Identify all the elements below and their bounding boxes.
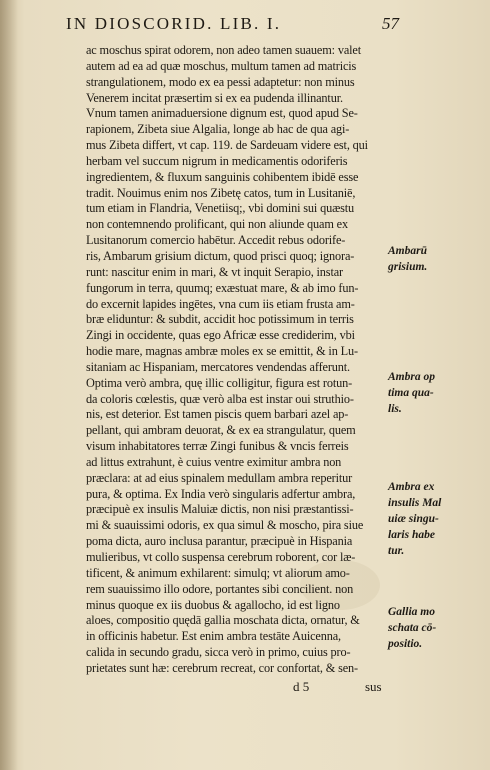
text-line: ris, Ambarum grisium dictum, quod prisci quoq; ignora- xyxy=(86,248,355,263)
text-line: strangulationem, modo ex ea pessi adaptetur: non minus xyxy=(86,74,355,89)
text-line: pura, & optima. Ex India verò singularis adfertur ambra, xyxy=(86,486,356,501)
text-line: herbam vel succum nigrum in medicamentis odoriferis xyxy=(86,153,348,168)
margin-note-gallia-moschata xyxy=(388,604,460,652)
signature-mark: d 5 xyxy=(293,679,310,694)
text-line: da coloris cœlestis, quæ verò alba est instar oui struthio- xyxy=(86,391,354,406)
margin-note-line: insulis Mal xyxy=(388,497,442,509)
running-head: IN DIOSCORID. LIB. I. xyxy=(66,14,282,33)
margin-note-line: lis. xyxy=(388,403,402,415)
text-line: rapionem, Zibeta siue Algalia, longe ab hac de qua agi- xyxy=(86,122,350,137)
catchword: sus xyxy=(365,679,382,694)
text-line: Venerem incitat præsertim si ex ea pudenda illinantur. xyxy=(86,90,343,105)
margin-note-line: tur. xyxy=(388,545,405,557)
margin-note-line: Gallia mo xyxy=(388,606,435,618)
text-line: sitaniam ac Hispaniam, mercatores vendendas afferunt. xyxy=(86,359,350,374)
text-line: Vnum tamen animaduersione dignum est, quod apud Se- xyxy=(86,106,358,121)
text-line: fungorum in terra, quumq; exæstuat mare, & ab imo fun- xyxy=(86,280,359,295)
margin-note-line: Ambra op xyxy=(388,371,435,383)
margin-note-line: schata cō- xyxy=(388,622,437,634)
text-line: nis, est deterior. Est tamen piscis quem barbari azel ap- xyxy=(86,407,349,422)
margin-note-line: positio. xyxy=(388,638,423,650)
text-line: calida in secundo gradu, sicca verò in primo, cuius pro- xyxy=(86,645,351,660)
text-line: tum etiam in Flandria, Venetiisq;, vbi domini sui quæstu xyxy=(86,201,355,216)
text-line: mus Zibeta differt, vt cap. 119. de Sardeuam videre est, qui xyxy=(86,138,368,153)
text-line: autem ad ea ad quæ moschus, multum tamen ad matricis xyxy=(86,58,357,73)
text-line: præcipuè ex insulis Maluiæ dictis, non nisi præstantissi- xyxy=(86,502,354,517)
margin-note-line: tima qua- xyxy=(388,387,434,399)
text-line: ad littus extrahunt, è cuius ventre eximitur ambra non xyxy=(86,454,342,469)
text-line: mulieribus, vt collo suspensa cerebrum roborent, cor læ- xyxy=(86,550,356,564)
text-line: do excernit lapides ingētes, vna cum iis etiam frusta am- xyxy=(86,296,355,311)
text-line: Lusitanorum comercio habētur. Accedit rebus odorife- xyxy=(86,233,346,248)
text-line: runt: nascitur enim in mari, & vt inquit Serapio, instar xyxy=(86,264,343,279)
text-line: hodie mare, magnas ambræ moles ex se emittit, & in Lu- xyxy=(86,344,358,359)
margin-note-line: Ambarū xyxy=(388,245,427,257)
text-line: ingredientem, & fluxum sanguinis cohibentem ibidē esse xyxy=(86,169,359,184)
text-line: tradit. Nouimus enim nos Zibetę catos, tum in Lusitaniē, xyxy=(86,185,356,200)
margin-note-line: uiæ singu- xyxy=(388,513,439,525)
margin-note-ambra-insulis xyxy=(388,479,460,559)
text-line: in officinis habetur. Est enim ambra testāte Auicenna, xyxy=(86,629,341,644)
text-line: aloes, compositio quędā gallia moschata dicta, ornatur, & xyxy=(86,613,360,628)
margin-note-line: Ambra ex xyxy=(388,481,435,493)
gutter-shadow xyxy=(0,0,18,770)
text-line: poma dicta, auro inclusa parantur, præcipuè in Hispania xyxy=(86,534,353,549)
text-line: non contemnendo prolificant, qui non aliunde quam ex xyxy=(86,217,348,232)
text-line: Optima verò ambra, quę illic colligitur, figura est rotun- xyxy=(86,375,353,390)
margin-note-ambra-optima xyxy=(388,369,460,417)
page-number: 57 xyxy=(382,14,399,33)
text-line: bræ eliduntur: & subdit, accidit hoc potissimum in terris xyxy=(86,312,354,327)
margin-note-line: laris habe xyxy=(388,529,435,541)
margin-note-line: grisium. xyxy=(388,261,428,273)
text-line: rem suauissimo illo odore, portantes sibi concilient. non xyxy=(86,581,354,596)
text-line: prietates sunt hæ: cerebrum recreat, cor confortat, & sen- xyxy=(86,660,358,675)
text-line: mi & suauissimi odoris, ex qua simul & moscho, pira siue xyxy=(86,518,364,533)
text-line: Zingi in occidente, quas ego Africæ esse crediderim, vbi xyxy=(86,328,355,343)
body-text-block xyxy=(86,43,386,677)
text-line: tificent, & animum exhilarent: simulq; vt aliorum amo- xyxy=(86,565,350,580)
text-line: ac moschus spirat odorem, non adeo tamen suauem: valet xyxy=(86,43,361,57)
text-line: pellant, qui ambram deuorat, & ex ea strangulatur, quem xyxy=(86,423,356,438)
text-line: præclara: at ad eius spinalem medullam ambra reperitur xyxy=(86,470,353,485)
text-line: minus quoque ex iis duobus & agallocho, id est ligno xyxy=(86,597,340,612)
margin-note-ambarum xyxy=(388,243,460,275)
text-line: visum inhabitatores terræ Zingi funibus & vncis ferreis xyxy=(86,439,349,454)
